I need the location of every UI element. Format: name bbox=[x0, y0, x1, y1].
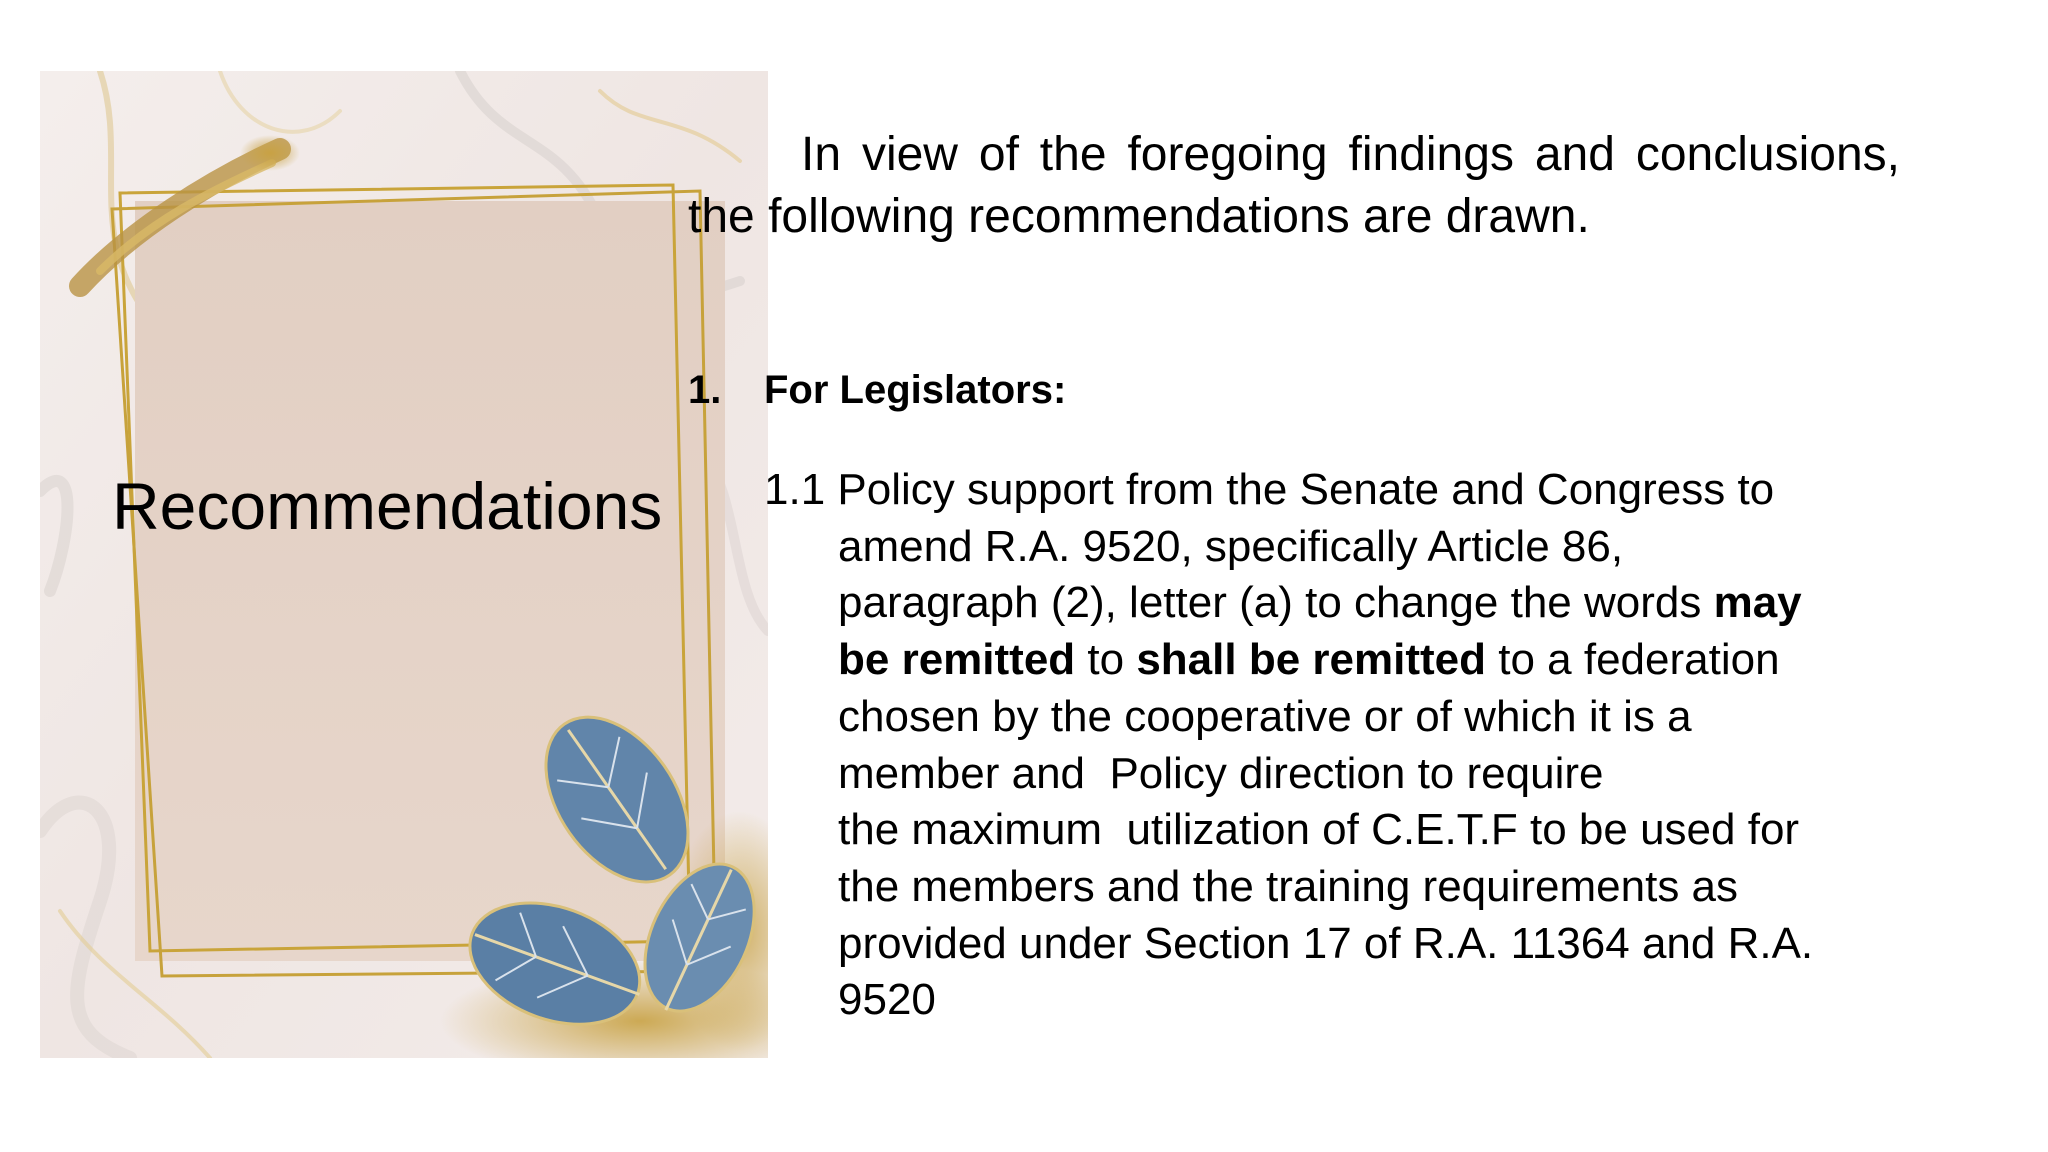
recommendation-line-3 bbox=[764, 575, 1884, 632]
slide-title: Recommendations bbox=[112, 469, 663, 543]
marble-frame-illustration bbox=[40, 71, 768, 1058]
recommendation-line-5: chosen by the cooperative or of which it is a bbox=[838, 691, 1692, 741]
recommendation-text: to a federation bbox=[1486, 635, 1780, 685]
recommendation-number: 1.1 bbox=[764, 465, 826, 514]
content-column bbox=[688, 124, 1900, 1025]
recommendation-item bbox=[764, 462, 1884, 1029]
recommendation-line-4 bbox=[764, 632, 1884, 689]
decorative-panel bbox=[40, 71, 768, 1058]
bold-phrase: be remitted bbox=[838, 635, 1076, 685]
recommendation-line-9: provided under Section 17 of R.A. 11364 and R.A. bbox=[838, 918, 1814, 968]
bold-phrase: may bbox=[1713, 578, 1802, 628]
section-number: 1. bbox=[688, 368, 722, 412]
bold-phrase: shall be remitted bbox=[1136, 635, 1486, 685]
recommendation-line-7: the maximum utilization of C.E.T.F to be used for bbox=[838, 805, 1800, 855]
recommendation-line-2: amend R.A. 9520, specifically Article 86, bbox=[838, 521, 1624, 571]
recommendation-line-6: member and Policy direction to require bbox=[838, 748, 1604, 798]
recommendation-text: Policy support from the Senate and Congress to bbox=[837, 465, 1775, 514]
recommendation-text: to bbox=[1075, 635, 1137, 685]
section-heading bbox=[688, 364, 1066, 416]
recommendation-line-10: 9520 bbox=[838, 975, 936, 1025]
recommendation-line-8: the members and the training requirements as bbox=[838, 861, 1739, 911]
section-heading-text: For Legislators: bbox=[764, 368, 1067, 412]
recommendation-line-1 bbox=[764, 462, 1884, 519]
recommendation-text: paragraph (2), letter (a) to change the words bbox=[838, 578, 1714, 628]
intro-paragraph: In view of the foregoing findings and conclusions, the following recommendations are drawn. bbox=[688, 128, 1900, 243]
